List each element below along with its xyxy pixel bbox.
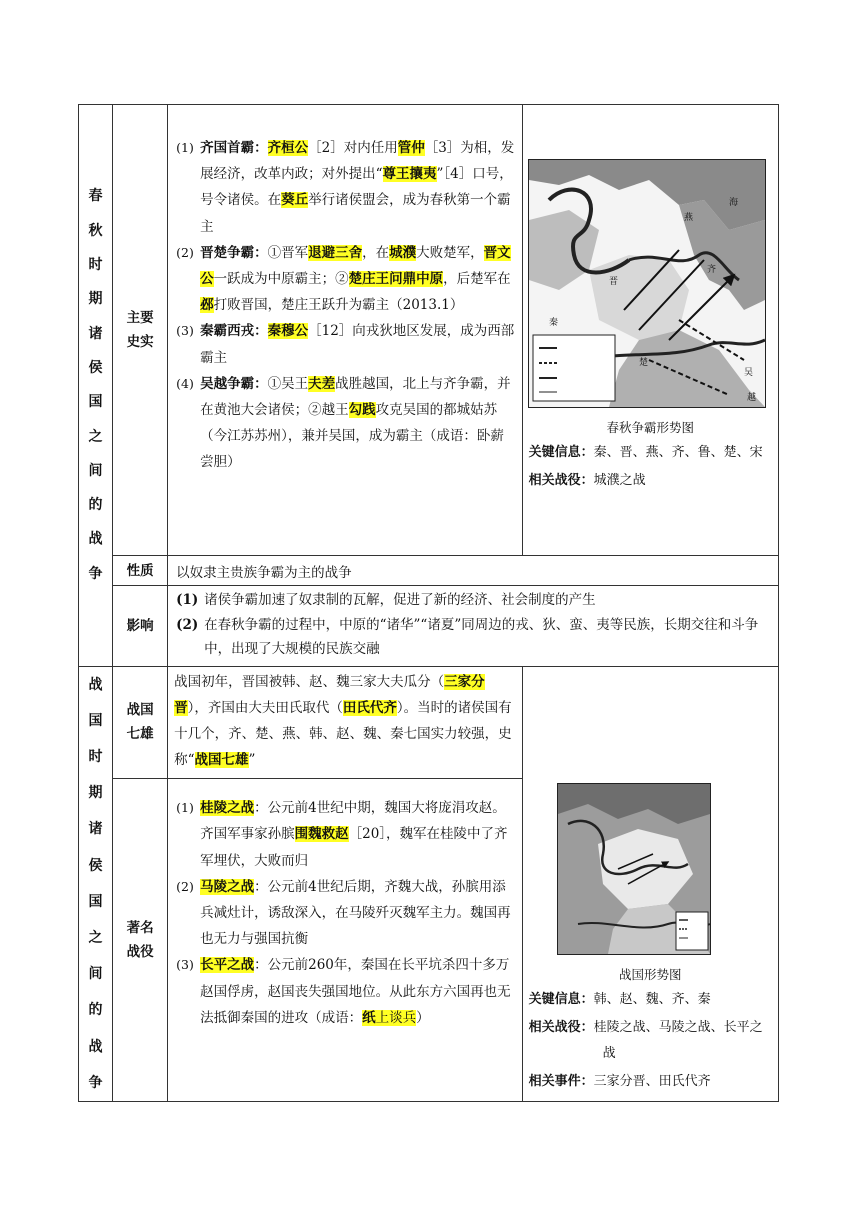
chunqiu-main-facts (168, 105, 523, 556)
zhanguo-famous-battles (168, 779, 523, 1102)
item-text: ［3］为相，发展经济，改革内政；对外提出“ (200, 140, 515, 183)
item-number: (2) (176, 244, 194, 260)
item-text: ［12］向戎狄地区发展，成为西部霸主 (200, 323, 515, 366)
zhanguo-seven-label: 战国 七雄 (113, 666, 168, 779)
item-number: (4) (176, 375, 194, 391)
item-text: ，在 (362, 244, 390, 261)
zhanguo-related-battles: 相关战役：桂陵之战、马陵之战、长平之战 (528, 1019, 763, 1061)
item-number: (3) (176, 323, 194, 339)
chunqiu-nature-label: 性质 (113, 556, 168, 586)
title-char: 争 (88, 1074, 103, 1091)
map-label-hai: 海 (728, 198, 738, 208)
title-char: 争 (88, 565, 103, 582)
item-text: ）。当时的诸侯国有十几个，齐、楚、燕、韩、赵、魏、秦七国实力较强，史称“ (174, 699, 512, 769)
title-char: 之 (88, 428, 103, 445)
title-char: 诸 (88, 821, 103, 838)
influence-row (176, 613, 770, 662)
highlight-term: 田氏代齐 (342, 699, 397, 716)
highlight-term: 围魏救赵 (294, 826, 349, 843)
zhanguo-map-image (557, 783, 711, 955)
title-char: 诸 (88, 325, 103, 342)
item-text: ①晋军 (267, 244, 309, 261)
item-text: ”［4］口号，号令诸侯。在 (200, 166, 513, 209)
item-number: (2) (176, 878, 194, 894)
title-char: 时 (88, 257, 103, 274)
title-char: 战 (88, 1038, 103, 1055)
chunqiu-influence-label: 影响 (113, 586, 168, 667)
chunqiu-map-image (528, 159, 766, 408)
item-text: ：公元前4世纪中期，魏国大将庞涓攻赵。齐国军事家孙膑 (200, 800, 506, 843)
chunqiu-map-caption: 春秋争霸形势图 (606, 420, 695, 435)
title-char: 国 (88, 893, 103, 910)
map-label-chu: 楚 (638, 358, 648, 368)
title-char: 国 (88, 712, 103, 729)
item-heading: 齐国首霸： (200, 140, 268, 156)
item-heading: 晋楚争霸： (200, 244, 268, 261)
chunqiu-influence (168, 586, 779, 667)
highlight-term: 葵丘 (281, 192, 309, 209)
highlight-term: 纸 (362, 1009, 376, 1026)
list-item (174, 318, 516, 370)
zhanguo-key-info: 关键信息：韩、赵、魏、齐、秦 (528, 991, 711, 1007)
item-text: ），齐国由大夫田氏取代（ (187, 699, 343, 716)
list-item (174, 240, 516, 319)
highlight-term: 夫差 (308, 375, 336, 392)
highlight-term: 三家分晋 (174, 673, 485, 716)
highlight-term: 桂陵之战 (200, 800, 255, 817)
influence-text: 诸侯争霸加速了奴隶制的瓦解，促进了新的经济、社会制度的产生 (204, 592, 596, 608)
list-item (174, 795, 516, 874)
item-text: ：公元前4世纪后期，齐魏大战，孙膑用添兵减灶计，诱敌深入，在马陵歼灭魏军主力。魏国再也无力与强国抗衡 (200, 878, 511, 948)
highlight-term: 长平之战 (200, 957, 255, 974)
item-text: 战国初年，晋国被韩、赵、魏三家大夫瓜分（ (174, 673, 445, 690)
chunqiu-main-label: 主要 史实 (113, 105, 168, 556)
title-char: 秋 (88, 222, 103, 239)
zhanguo-battle-label: 著名 战役 (113, 779, 168, 1102)
highlight-term: 马陵之战 (200, 878, 255, 895)
influence-row (176, 588, 770, 613)
item-text: 举行诸侯盟会，成为春秋第一个霸主 (200, 192, 511, 235)
highlight-term: 退避三舍 (308, 244, 363, 261)
highlight-term: 管仲 (397, 140, 425, 156)
title-char: 战 (88, 676, 103, 693)
zhanguo-map-cell (522, 666, 778, 1101)
chunqiu-map-cell (522, 105, 778, 556)
highlight-term: 秦穆公 (267, 323, 309, 340)
map-label-yue: 越 (746, 393, 756, 403)
map-label-wu: 吴 (743, 368, 753, 378)
zhanguo-vertical-title (79, 667, 112, 1101)
list-item (174, 874, 516, 953)
highlight-term: 楚庄王问鼎中原 (348, 271, 444, 288)
item-text: ，后楚军在 (443, 271, 511, 288)
item-text: 攻克吴国的都城姑苏（今江苏苏州），兼并吴国，成为霸主（成语：卧薪尝胆） (200, 402, 504, 471)
map-label-yan: 燕 (683, 213, 693, 223)
item-number: (1) (176, 800, 194, 816)
item-text: 战胜越国，北上与齐争霸，并在黄池大会诸侯；②越王 (200, 375, 511, 419)
chunqiu-nature: 以奴隶主贵族争霸为主的战争 (168, 556, 779, 586)
title-char: 战 (88, 531, 103, 548)
item-text: ①吴王 (267, 375, 309, 392)
highlight-term: 晋文公 (200, 244, 511, 288)
map-label-qi: 齐 (706, 265, 716, 275)
title-char: 时 (88, 748, 103, 765)
title-char: 侯 (88, 857, 103, 874)
highlight-term: 战国七雄 (194, 752, 249, 769)
item-text: 打败晋国，楚庄王跃升为霸主（2013.1） (213, 297, 464, 314)
title-char: 期 (88, 291, 103, 308)
title-char: 侯 (88, 359, 103, 376)
item-text: ” (248, 752, 256, 769)
chunqiu-key-info: 关键信息：秦、晋、燕、齐、鲁、楚、宋 (528, 445, 763, 460)
item-text: 一跃成为中原霸主；② (213, 271, 349, 288)
list-item (174, 135, 516, 240)
item-heading: 秦霸西戎： (200, 323, 268, 340)
chunqiu-vertical-title (79, 179, 112, 591)
map-label-jin: 晋 (608, 277, 618, 287)
history-table (78, 104, 779, 1102)
item-text: ［2］对内任用 (308, 140, 398, 156)
highlight-term: 上谈兵 (375, 1009, 417, 1026)
highlight-term: 尊王攘夷 (382, 166, 437, 183)
title-char: 国 (88, 394, 103, 411)
zhanguo-title-cell (79, 666, 113, 1101)
influence-text: 在春秋争霸的过程中，中原的“诸华”“诸夏”同周边的戎、狄、蛮、夷等民族，长期交往和斗争中，出现了大规模的民族交融 (204, 616, 759, 657)
title-char: 的 (88, 1002, 103, 1019)
highlight-term: 勾践 (348, 402, 376, 419)
title-char: 期 (88, 785, 103, 802)
title-char: 春 (88, 188, 103, 205)
item-text: ：公元前260年，秦国在长平坑杀四十多万赵国俘虏，赵国丧失强国地位。从此东方六国再也无法抵御秦国的进攻（成语： (200, 957, 511, 1026)
item-number: (2) (176, 616, 199, 633)
title-char: 间 (88, 462, 103, 479)
highlight-term: 齐桓公 (267, 140, 309, 156)
title-char: 的 (88, 497, 103, 514)
item-number: (1) (176, 592, 199, 608)
map-label-qin: 秦 (548, 318, 558, 328)
highlight-term: 城濮 (389, 244, 417, 261)
chunqiu-related-battle: 相关战役：城濮之战 (528, 473, 646, 488)
title-char: 之 (88, 929, 103, 946)
zhanguo-map-caption: 战国形势图 (619, 966, 682, 982)
item-text: ［20］，魏军在桂陵中了齐军埋伏，大败而归 (200, 826, 508, 869)
item-text: 大败楚军， (416, 244, 484, 261)
item-text: ） (416, 1009, 430, 1026)
highlight-term: 邲 (200, 297, 214, 314)
list-item (174, 952, 516, 1031)
list-item (174, 371, 516, 476)
item-heading: 吴越争霸： (200, 375, 268, 392)
zhanguo-related-events: 相关事件：三家分晋、田氏代齐 (528, 1073, 711, 1089)
zhanguo-seven-powers (168, 666, 523, 779)
item-number: (1) (176, 140, 194, 155)
title-char: 间 (88, 966, 103, 983)
item-number: (3) (176, 957, 194, 973)
chunqiu-title-cell (79, 105, 113, 667)
